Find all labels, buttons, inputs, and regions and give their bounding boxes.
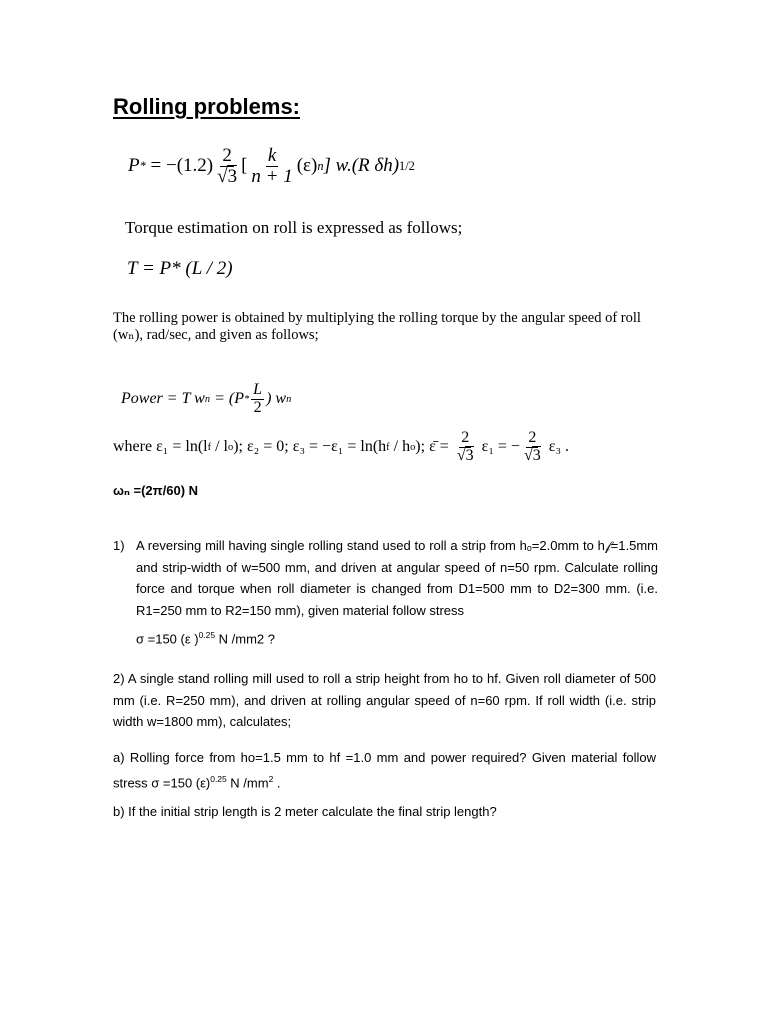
torque-equation: T = P* (L / 2) bbox=[127, 258, 233, 279]
p-star-equation: P * = −(1.2) $\frac{2}{√3}$ [ $\frac{k}{n + 1}$ (ε) n ] w.(R δh) 1/2 bbox=[128, 145, 415, 187]
page-title: Rolling problems: bbox=[113, 94, 300, 119]
fraction-two-over-root-three: $\frac{2}{√3}$ bbox=[217, 145, 238, 187]
power-paragraph: The rolling power is obtained by multiplying the rolling torque by the angular speed of roll (wₙ), rad/sec, and given as follows; bbox=[113, 310, 641, 343]
fraction-k-over-n-plus-one: $\frac{k}{n + 1}$ bbox=[251, 145, 293, 187]
fraction-two-over-root-three-b: $\frac{2}{√3}$ bbox=[523, 429, 541, 464]
problem-2b: b) If the initial strip length is 2 meter calculate the final strip length? bbox=[113, 804, 497, 819]
torque-description: Torque estimation on roll is expressed as follows; bbox=[125, 218, 463, 237]
problem-2-text: 2) A single stand rolling mill used to roll a strip height from ho to hf. Given roll diameter of 500 mm (i.e. R=250 mm), and driven at rolling angular speed of n=60 rpm. If roll width (i.e. strip width w=1800 mm), calculates; bbox=[113, 671, 656, 729]
fraction-l-over-two: $\frac{L}{2}$ bbox=[253, 381, 263, 416]
problem-1-flow-stress: σ =150 (ε )$^{0.25}$ N /mm2 ? bbox=[136, 630, 275, 647]
problem-1 bbox=[113, 535, 658, 621]
fraction-two-over-root-three-a: $\frac{2}{√3}$ bbox=[456, 429, 474, 464]
problem-2a: a) Rolling force from ho=1.5 mm to hf =1.0 mm and power required? Given material follow stress σ =150 $(\varepsilon)^{0.25}$ N $/mm^2$ . bbox=[113, 750, 656, 790]
strain-definitions: where ε₁ = ln(l f / l o ); ε₂ = 0; ε₃ = −ε₁ = ln(h f / h o ); ε̄ = $\frac{2}{√3}$ ε₁ = − $\frac{2}{√3}$ ε₃ . bbox=[113, 429, 570, 464]
angular-speed-formula: ωₙ =(2π/60) N bbox=[113, 483, 199, 498]
power-equation: Power = T w n = (P * $\frac{L}{2}$ ) w n bbox=[121, 381, 292, 416]
problem-1-text: A reversing mill having single rolling stand used to roll a strip from hₒ=2.0mm to h𝒻=1.5mm and strip-width of w=500 mm, and driven at angular speed of n=50 rpm. Calculate rolling force and torque when roll diameter is changed from D1=500 mm to D2=300 mm. (i.e. R1=250 mm to R2=150 mm), given material follow stress bbox=[136, 538, 658, 618]
problem-1-number: 1) bbox=[113, 538, 125, 553]
